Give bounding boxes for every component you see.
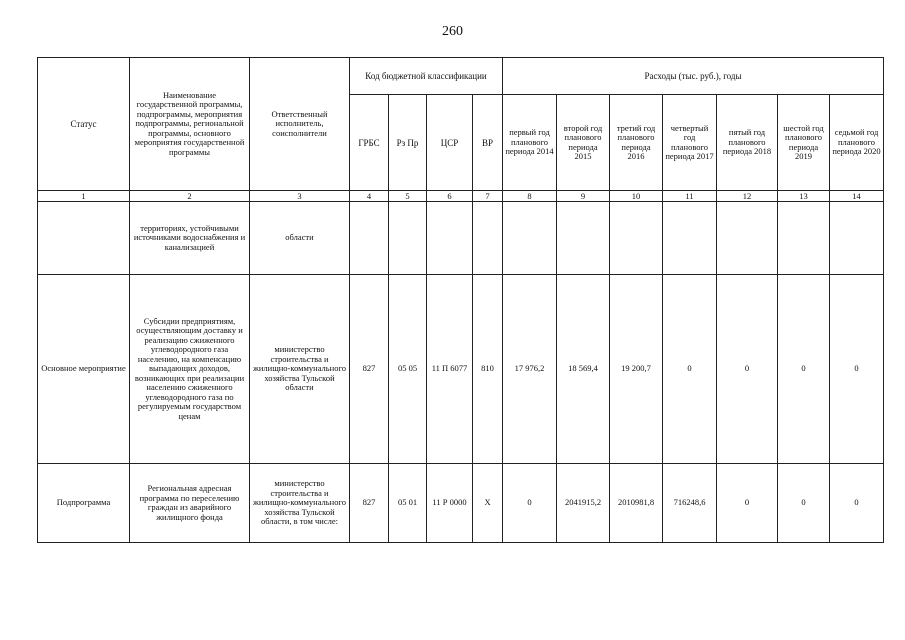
row-executor: министерство строительства и жилищно-коммунального хозяйства Тульской области, в том числе: [250, 464, 350, 543]
budget-table [37, 57, 884, 543]
row-value-2016: 2010981,8 [610, 464, 663, 543]
row-vr [473, 202, 503, 275]
row-value-2016 [610, 202, 663, 275]
row-value-2015: 18 569,4 [557, 275, 610, 464]
row-value-2015: 2041915,2 [557, 464, 610, 543]
row-value-2019: 0 [778, 464, 830, 543]
column-number: 14 [830, 191, 884, 202]
row-rzpr: 05 05 [389, 275, 427, 464]
column-number-row [38, 191, 884, 202]
header-vr: ВР [473, 95, 503, 191]
column-number: 4 [350, 191, 389, 202]
column-number: 8 [503, 191, 557, 202]
row-value-2017 [663, 202, 717, 275]
row-value-2019: 0 [778, 275, 830, 464]
column-number: 11 [663, 191, 717, 202]
row-name: Субсидии предприятиям, осуществляющим доставку и реализацию сжиженного углеводородного газа населению, на компенсацию выпадающих доходов, возникающих при реализации населению сжиженного углеводородного газа по регулируемым государством ценам [130, 275, 250, 464]
header-year-2: второй год планового периода 2015 [557, 95, 610, 191]
row-value-2017: 716248,6 [663, 464, 717, 543]
row-value-2015 [557, 202, 610, 275]
row-rzpr [389, 202, 427, 275]
row-value-2018: 0 [717, 275, 778, 464]
row-rzpr: 05 01 [389, 464, 427, 543]
header-budget-code: Код бюджетной классификации [350, 58, 503, 95]
header-executor: Ответственный исполнитель, соисполнители [250, 58, 350, 191]
row-value-2018: 0 [717, 464, 778, 543]
column-number: 10 [610, 191, 663, 202]
row-grbs [350, 202, 389, 275]
row-vr: 810 [473, 275, 503, 464]
row-value-2020 [830, 202, 884, 275]
header-rzpr: Рз Пр [389, 95, 427, 191]
row-status: Подпрограмма [38, 464, 130, 543]
row-grbs: 827 [350, 275, 389, 464]
column-number: 1 [38, 191, 130, 202]
row-name: территориях, устойчивыми источниками водоснабжения и канализацией [130, 202, 250, 275]
row-csr [427, 202, 473, 275]
row-value-2018 [717, 202, 778, 275]
column-number: 12 [717, 191, 778, 202]
row-executor: министерство строительства и жилищно-коммунального хозяйства Тульской области [250, 275, 350, 464]
table-row [38, 275, 884, 464]
row-value-2016: 19 200,7 [610, 275, 663, 464]
row-value-2020: 0 [830, 275, 884, 464]
header-year-1: первый год планового периода 2014 [503, 95, 557, 191]
row-value-2014: 17 976,2 [503, 275, 557, 464]
header-name: Наименование государственной программы, подпрограммы, мероприятия подпрограммы, региональной программы, основного мероприятия государственной программы [130, 58, 250, 191]
header-year-5: пятый год планового периода 2018 [717, 95, 778, 191]
row-grbs: 827 [350, 464, 389, 543]
row-csr: 11 Р 0000 [427, 464, 473, 543]
table-row [38, 464, 884, 543]
row-value-2014: 0 [503, 464, 557, 543]
header-year-4: четвертый год планового периода 2017 [663, 95, 717, 191]
header-year-3: третий год планового периода 2016 [610, 95, 663, 191]
row-status [38, 202, 130, 275]
row-value-2014 [503, 202, 557, 275]
column-number: 7 [473, 191, 503, 202]
header-row [38, 58, 884, 95]
row-csr: 11 П 6077 [427, 275, 473, 464]
page-number: 260 [442, 24, 463, 39]
column-number: 3 [250, 191, 350, 202]
row-value-2019 [778, 202, 830, 275]
header-year-7: седьмой год планового периода 2020 [830, 95, 884, 191]
table-row [38, 202, 884, 275]
row-status: Основное мероприятие [38, 275, 130, 464]
row-executor: области [250, 202, 350, 275]
column-number: 6 [427, 191, 473, 202]
column-number: 2 [130, 191, 250, 202]
column-number: 9 [557, 191, 610, 202]
header-grbs: ГРБС [350, 95, 389, 191]
header-expenses: Расходы (тыс. руб.), годы [503, 58, 884, 95]
column-number: 13 [778, 191, 830, 202]
header-status: Статус [38, 58, 130, 191]
header-year-6: шестой год планового периода 2019 [778, 95, 830, 191]
column-number: 5 [389, 191, 427, 202]
row-vr: Х [473, 464, 503, 543]
row-value-2020: 0 [830, 464, 884, 543]
row-name: Региональная адресная программа по переселению граждан из аварийного жилищного фонда [130, 464, 250, 543]
header-csr: ЦСР [427, 95, 473, 191]
row-value-2017: 0 [663, 275, 717, 464]
